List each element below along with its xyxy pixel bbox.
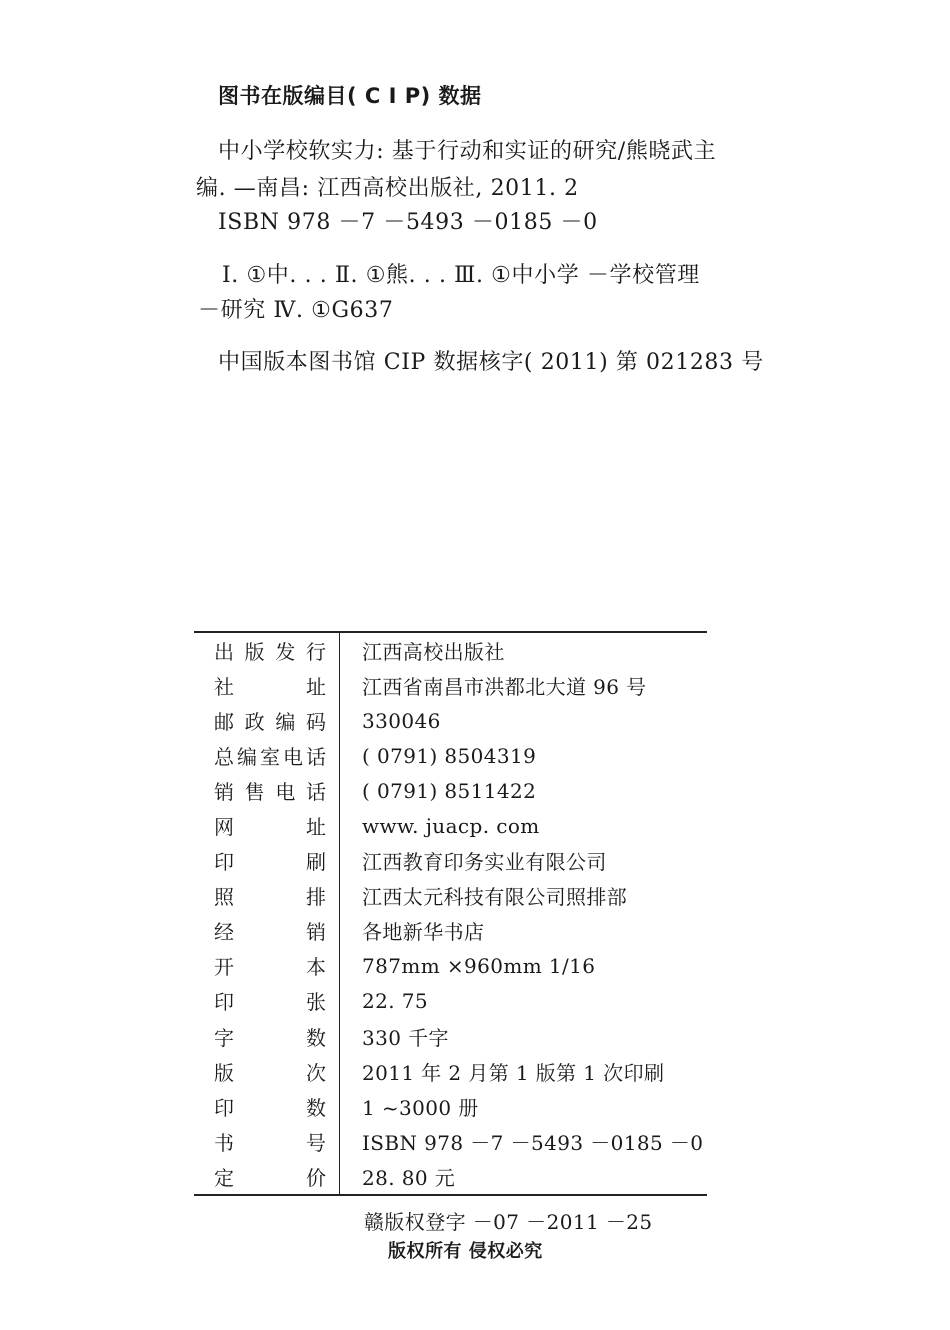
info-value: 江西太元科技有限公司照排部 [362, 885, 628, 910]
info-row-postcode [194, 703, 707, 738]
info-row-distribution [194, 913, 707, 948]
info-value: www. juacp. com [362, 813, 540, 838]
info-label: 照排 [214, 885, 326, 910]
info-row-word-count [194, 1019, 707, 1054]
info-value: 787mm ×960mm 1/16 [362, 953, 596, 978]
info-row-print-run [194, 1089, 707, 1124]
info-label: 社址 [214, 675, 326, 700]
info-value: 330 千字 [362, 1025, 449, 1050]
info-value: 江西省南昌市洪都北大道 96 号 [362, 675, 647, 700]
info-label: 邮政编码 [214, 710, 326, 735]
info-value: ( 0791) 8511422 [362, 778, 537, 803]
info-value: 各地新华书店 [362, 920, 485, 945]
info-label: 定价 [214, 1165, 326, 1190]
info-label: 印张 [214, 990, 326, 1015]
copyright-registration-number: 赣版权登字 －07 －2011 －25 [364, 1210, 653, 1234]
info-label: 销售电话 [214, 780, 326, 805]
cip-isbn: ISBN 978 －7 －5493 －0185 －0 [218, 210, 598, 235]
info-label: 书号 [214, 1130, 326, 1155]
rights-notice: 版权所有 侵权必究 [388, 1241, 543, 1262]
info-value: ( 0791) 8504319 [362, 743, 537, 768]
publication-info-table [194, 631, 707, 1196]
info-row-address [194, 668, 707, 703]
info-label: 总编室电话 [214, 745, 326, 770]
info-row-typesetting [194, 878, 707, 913]
info-label: 字数 [214, 1025, 326, 1050]
info-row-website [194, 808, 707, 843]
info-row-sales-phone [194, 773, 707, 808]
cip-heading: 图书在版编目( C I P) 数据 [218, 84, 482, 108]
cip-classification-line-1: Ⅰ. ①中. . . Ⅱ. ①熊. . . Ⅲ. ①中小学 －学校管理 [222, 263, 700, 288]
info-value: 2011 年 2 月第 1 版第 1 次印刷 [362, 1060, 665, 1085]
info-label: 出版发行 [214, 640, 326, 665]
info-value: 江西教育印务实业有限公司 [362, 850, 607, 875]
info-row-edition [194, 1054, 707, 1089]
cip-title-line-1: 中小学校软实力: 基于行动和实证的研究/熊晓武主 [218, 139, 717, 164]
info-value: 330046 [362, 708, 441, 733]
info-row-format [194, 948, 707, 983]
info-row-price [194, 1159, 707, 1194]
cip-core-number: 中国版本图书馆 CIP 数据核字( 2011) 第 021283 号 [218, 350, 764, 375]
info-value: 江西高校出版社 [362, 640, 505, 665]
info-row-sheets [194, 983, 707, 1018]
info-row-publisher [194, 633, 707, 668]
info-label: 版次 [214, 1060, 326, 1085]
cip-title-line-2: 编. —南昌: 江西高校出版社, 2011. 2 [196, 176, 579, 201]
info-value: 1 ~3000 册 [362, 1095, 479, 1120]
info-label: 印刷 [214, 850, 326, 875]
cip-classification-line-2: －研究 Ⅳ. ①G637 [198, 298, 394, 323]
info-value: ISBN 978 －7 －5493 －0185 －0 [362, 1130, 704, 1155]
info-label: 经销 [214, 920, 326, 945]
info-row-printing [194, 843, 707, 878]
info-label: 开本 [214, 955, 326, 980]
info-row-editorial-phone [194, 738, 707, 773]
info-value: 28. 80 元 [362, 1165, 456, 1190]
info-value: 22. 75 [362, 988, 429, 1013]
info-row-book-number [194, 1124, 707, 1159]
info-label: 印数 [214, 1095, 326, 1120]
info-label: 网址 [214, 815, 326, 840]
